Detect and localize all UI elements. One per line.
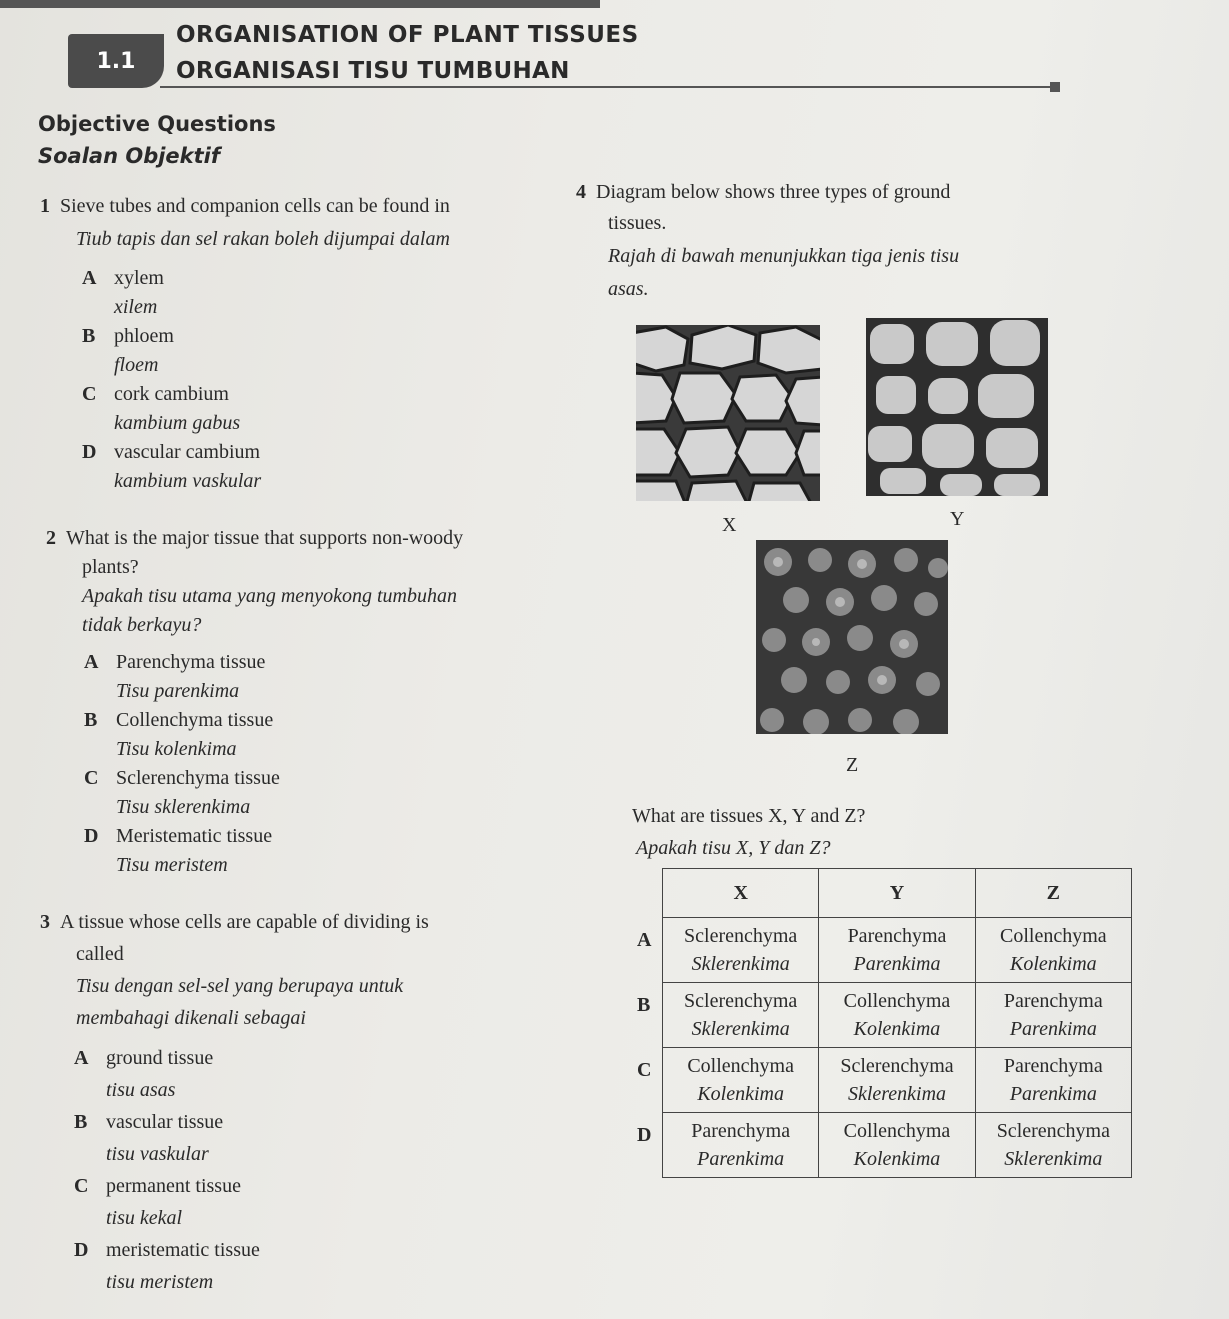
cell-en: Sclerenchyma	[996, 1120, 1110, 1142]
table-header-row	[663, 869, 1132, 918]
option-key: B	[74, 1111, 88, 1133]
cell-en: Parenchyma	[847, 925, 947, 947]
option-text-en: Collenchyma tissue	[116, 709, 274, 731]
table-cell	[637, 1113, 819, 1178]
option-key: C	[82, 383, 97, 405]
chapter-title-en: ORGANISATION OF PLANT TISSUES	[176, 22, 639, 48]
cell-en: Sclerenchyma	[840, 1055, 954, 1077]
table-row-d[interactable]	[663, 1113, 1132, 1178]
question-1	[40, 192, 450, 496]
question-text-en-cont: called	[76, 943, 124, 965]
question-text-ms: Tisu dengan sel-sel yang berupaya untuk	[76, 975, 404, 997]
option-text-en: Sclerenchyma tissue	[116, 767, 280, 789]
cell-ms: Sklerenkima	[691, 953, 790, 975]
question-text-ms: Rajah di bawah menunjukkan tiga jenis tisu	[608, 245, 960, 267]
question-number: 4	[576, 181, 586, 203]
question-4	[576, 178, 959, 304]
table-row-b[interactable]	[663, 983, 1132, 1048]
option-c[interactable]	[74, 1170, 429, 1202]
cell-ms: Kolenkima	[853, 1148, 941, 1170]
option-text-ms: Tisu kolenkima	[116, 738, 237, 760]
question-text-ms: Tiub tapis dan sel rakan boleh dijumpai dalam	[76, 228, 450, 250]
cell-ms: Sklerenkima	[847, 1083, 947, 1105]
figure-label-y: Y	[950, 508, 965, 530]
cell-en: Parenchyma	[691, 1120, 791, 1142]
option-text-ms: Tisu sklerenkima	[116, 796, 251, 818]
option-key: A	[74, 1047, 89, 1069]
answer-table	[637, 868, 1132, 1178]
cell-en: Collenchyma	[1000, 925, 1107, 947]
table-header-x: X	[663, 869, 819, 918]
question-3	[40, 906, 429, 1298]
cell-en: Collenchyma	[843, 1120, 951, 1142]
figure-label-x: X	[722, 514, 737, 536]
option-text-ms: kambium vaskular	[114, 470, 262, 492]
question-text-ms-cont: tidak berkayu?	[82, 614, 202, 636]
option-d[interactable]	[84, 822, 463, 851]
cell-ms: Parenkima	[1009, 1083, 1097, 1105]
option-d[interactable]	[82, 438, 450, 467]
cell-en: Sclerenchyma	[684, 925, 798, 947]
option-text-en: Parenchyma tissue	[116, 651, 266, 673]
table-row-c[interactable]	[663, 1048, 1132, 1113]
option-text-ms: Tisu meristem	[116, 854, 228, 876]
row-key: A	[637, 929, 652, 951]
option-text-en: Meristematic tissue	[116, 825, 273, 847]
option-text-ms: tisu kekal	[106, 1207, 183, 1229]
option-a[interactable]	[74, 1042, 429, 1074]
question-text-en-cont: plants?	[82, 556, 139, 578]
option-text-ms: floem	[114, 354, 159, 376]
option-text-ms: tisu asas	[106, 1079, 176, 1101]
question-text-ms: Apakah tisu utama yang menyokong tumbuhan	[82, 585, 457, 607]
question-text-en: What is the major tissue that supports non-woody	[66, 527, 464, 549]
cell-ms: Sklerenkima	[691, 1018, 790, 1040]
option-key: C	[84, 767, 99, 789]
cell-ms: Parenkima	[853, 953, 941, 975]
question-number: 1	[40, 195, 50, 217]
cell-ms: Kolenkima	[853, 1018, 941, 1040]
option-text-ms: xilem	[114, 296, 158, 318]
option-text-en: meristematic tissue	[106, 1239, 260, 1261]
question-text-en-cont: tissues.	[608, 212, 667, 234]
option-a[interactable]	[84, 648, 463, 677]
row-key: C	[637, 1059, 652, 1081]
table-cell	[637, 918, 819, 983]
table-cell	[819, 1113, 975, 1178]
cell-en: Collenchyma	[687, 1055, 794, 1077]
question-4-prompt-ms: Apakah tisu X, Y dan Z?	[636, 837, 831, 859]
cell-ms: Kolenkima	[697, 1083, 784, 1105]
section-title-en: Objective Questions	[38, 112, 276, 136]
option-key: D	[82, 441, 97, 463]
cell-ms: Parenkima	[697, 1148, 785, 1170]
row-key: D	[637, 1124, 652, 1146]
option-text-ms: tisu meristem	[106, 1271, 214, 1293]
tissue-z-micrograph	[756, 540, 948, 734]
option-d[interactable]	[74, 1234, 429, 1266]
table-cell	[975, 983, 1131, 1048]
question-text-en: Sieve tubes and companion cells can be found in	[60, 195, 450, 217]
table-cell	[819, 918, 975, 983]
cell-ms: Parenkima	[1009, 1018, 1097, 1040]
cell-en: Parenchyma	[1003, 990, 1103, 1012]
option-key: B	[84, 709, 98, 731]
option-text-en: phloem	[114, 325, 174, 347]
question-text-ms-cont: asas.	[608, 278, 649, 300]
option-text-en: cork cambium	[114, 383, 229, 405]
option-key: D	[74, 1239, 89, 1261]
cell-ms: Kolenkima	[1010, 953, 1097, 975]
section-title-ms: Soalan Objektif	[38, 144, 221, 168]
title-underline	[160, 86, 1060, 88]
option-text-en: ground tissue	[106, 1047, 214, 1069]
tissue-x-micrograph	[636, 325, 820, 501]
option-key: D	[84, 825, 99, 847]
option-c[interactable]	[82, 380, 450, 409]
option-text-ms: tisu vaskular	[106, 1143, 209, 1165]
table-cell	[975, 1113, 1131, 1178]
option-text-en: xylem	[114, 267, 164, 289]
table-cell	[975, 1048, 1131, 1113]
option-key: B	[82, 325, 96, 347]
title-underline-end	[1050, 82, 1060, 92]
table-cell	[637, 983, 819, 1048]
option-text-ms: kambium gabus	[114, 412, 241, 434]
chapter-badge: 1.1	[68, 34, 164, 88]
cell-ms: Sklerenkima	[1004, 1148, 1103, 1170]
option-key: A	[82, 267, 97, 289]
option-b[interactable]	[74, 1106, 429, 1138]
top-rule	[0, 0, 600, 8]
option-text-en: permanent tissue	[106, 1175, 241, 1197]
option-b[interactable]	[84, 706, 463, 735]
chapter-title-ms: ORGANISASI TISU TUMBUHAN	[176, 58, 570, 84]
option-c[interactable]	[84, 764, 463, 793]
question-number: 3	[40, 911, 50, 933]
question-number: 2	[46, 527, 56, 549]
table-header-y: Y	[819, 869, 975, 918]
cell-en: Sclerenchyma	[684, 990, 798, 1012]
table-cell	[975, 918, 1131, 983]
cell-en: Parenchyma	[1003, 1055, 1103, 1077]
option-key: C	[74, 1175, 89, 1197]
question-2	[46, 524, 463, 880]
question-text-en: A tissue whose cells are capable of dividing is	[60, 911, 429, 933]
option-text-en: vascular tissue	[106, 1111, 224, 1133]
option-text-en: vascular cambium	[114, 441, 261, 463]
option-a[interactable]	[82, 264, 450, 293]
option-b[interactable]	[82, 322, 450, 351]
question-4-prompt-en: What are tissues X, Y and Z?	[632, 805, 866, 827]
cell-en: Collenchyma	[843, 990, 951, 1012]
row-key: B	[637, 994, 651, 1016]
option-text-ms: Tisu parenkima	[116, 680, 240, 702]
table-row-a[interactable]	[663, 918, 1132, 983]
question-text-en: Diagram below shows three types of ground	[596, 181, 951, 203]
table-cell	[637, 1048, 819, 1113]
option-key: A	[84, 651, 99, 673]
table-header-z: Z	[975, 869, 1131, 918]
tissue-y-micrograph	[866, 318, 1048, 496]
table-cell	[819, 983, 975, 1048]
question-text-ms-cont: membahagi dikenali sebagai	[76, 1007, 306, 1029]
table-cell	[819, 1048, 975, 1113]
figure-label-z: Z	[846, 754, 859, 776]
